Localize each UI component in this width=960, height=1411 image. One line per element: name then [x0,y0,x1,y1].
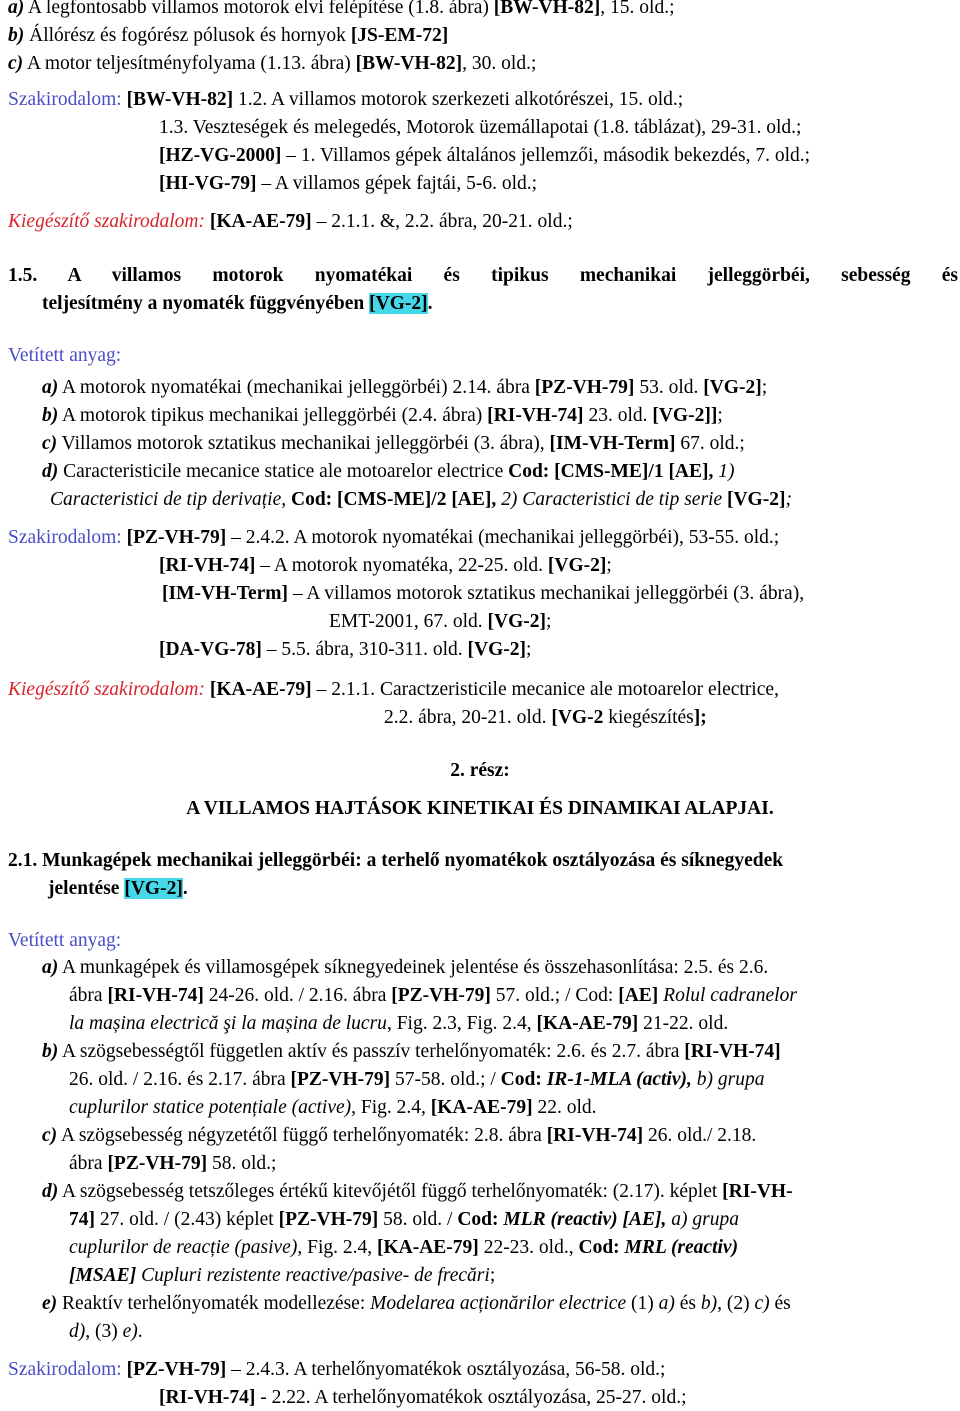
part-title [0,758,960,784]
reference: [PZ-VH-79] [534,377,635,398]
item-text: ; [606,555,612,576]
item-text: A motor teljesítményfolyama (1.13. ábra) [23,53,356,74]
item-text: – 1. Villamos gépek általános jellemzői, második bekezdés, 7. old.; [281,145,811,166]
code-value: IR-1-MLA (activ), [541,1069,692,1090]
heading-text: . [182,878,188,899]
heading-text: jelentése [48,878,125,899]
item-text: 23. old. [583,405,653,426]
item-text: ; [489,1265,496,1286]
reference: [RI-VH-74] [107,985,204,1006]
item-text: , 15. old.; [600,0,675,18]
literature-line [159,1385,686,1411]
list-item-b-cont [69,1095,597,1121]
item-text: Caracteristicile mecanice statice ale motoarelor electrice [58,461,509,482]
item-text: b) grupa [691,1069,765,1090]
reference: [DA-VG-78] [159,639,262,660]
item-text: – 2.4.3. A terhelőnyomatékok osztályozása, 56-58. old.; [226,1359,666,1380]
item-text: EMT-2001, 67. old. [329,611,488,632]
item-text: Állórész és fogórész pólusok és hornyok [24,25,351,46]
reference: [VG-2] [467,639,526,660]
item-text: – 5.5. ábra, 310-311. old. [261,639,468,660]
reference: [IM-VH-Term] [162,583,288,604]
item-text: és [769,1293,791,1314]
reference: [BW-VH-82] [126,89,234,110]
reference: [PZ-VH-79] [278,1209,379,1230]
literature-line [159,171,537,197]
item-text: A munkagépek és villamosgépek síknegyedeinek jelentése és összehasonlítása: 2.5. és 2.6. [58,957,769,978]
literature-line [8,525,779,551]
item-text: 1.3. Veszteségek és melegedés, Motorok üzemállapotai (1.8. táblázat), 29-31. old.; [159,117,802,138]
list-marker: b) [42,405,59,426]
list-item-b [42,403,723,429]
reference: [JS-EM-72] [350,25,449,46]
item-text: 27. old. / (2.43) képlet [95,1209,279,1230]
item-text: 58. old.; [207,1153,277,1174]
reference: [VG-2 [551,707,604,728]
literature-line [159,143,810,169]
item-text: ábra [69,985,108,1006]
literature-label: Szakirodalom: [8,1359,127,1380]
item-text: – A motorok nyomatéka, 22-25. old. [255,555,548,576]
item-text: A szögsebesség tetszőleges értékű kitevőjétől függő terhelőnyomaték: (2.17). képlet [58,1181,723,1202]
item-text: A motorok tipikus mechanikai jelleggörbéi (2.4. ábra) [58,405,488,426]
literature-line [159,637,531,663]
item-text: - 2.22. A terhelőnyomatékok osztályozása, 25-27. old.; [255,1387,687,1408]
list-item-e-cont [69,1319,143,1345]
reference: [IM-VH-Term] [549,433,676,454]
supplementary-literature-line [8,677,779,703]
highlighted-reference: [VG-2] [369,293,428,314]
list-marker: a) [42,377,59,398]
item-text: , Fig. 2.3, Fig. 2.4, [386,1013,537,1034]
item-text: , (3) [85,1321,123,1342]
literature-line [329,609,551,635]
reference: [BW-VH-82] [493,0,601,18]
item-text: , Fig. 2.4, [351,1097,431,1118]
reference: [RI-VH-74] [159,555,256,576]
item-text: 1.2. A villamos motorok szerkezeti alkotórészei, 15. old.; [233,89,684,110]
item-text: 24-26. old. / 2.16. ábra [203,985,392,1006]
item-text: 1) [713,461,735,482]
code-value: MRL (reactiv) [619,1237,739,1258]
heading-text: . [427,293,433,314]
reference: [RI-VH-74] [487,405,584,426]
reference: [PZ-VH-79] [107,1153,208,1174]
reference: [VG-2] [547,555,607,576]
reference: [RI-VH-74] [684,1041,781,1062]
reference: [KA-AE-79] [209,679,312,700]
item-text: Caracteristici de tip derivație, [50,489,287,510]
item-text: 26. old./ 2.18. [643,1125,757,1146]
item-text: e) [122,1321,138,1342]
reference: ]; [693,707,707,728]
list-item-c [8,51,536,77]
code-label: Cod: [457,1209,499,1230]
item-text: – 2.1.1. &, 2.2. ábra, 20-21. old.; [311,211,573,232]
section-heading-1-5 [8,263,958,289]
literature-line [159,115,801,141]
section-heading-2-1 [8,848,783,874]
projected-material-label [8,928,121,954]
list-marker: c) [42,433,58,454]
reference: [PZ-VH-79] [126,1359,227,1380]
list-item-e [42,1291,791,1317]
supplementary-label: Kiegészítő szakirodalom: [8,679,210,700]
literature-label: Szakirodalom: [8,527,127,548]
chapter-title-text: A VILLAMOS HAJTÁSOK KINETIKAI ÉS DINAMIKAI ALAPJAI. [186,798,774,819]
list-marker: a) [42,957,59,978]
item-text: c) [754,1293,770,1314]
item-text: A szögsebesség négyzetétől függő terhelőnyomaték: 2.8. ábra [57,1125,547,1146]
item-text: Rolul cadranelor [658,985,797,1006]
supplementary-label: Kiegészítő szakirodalom: [8,211,210,232]
highlighted-reference: [VG-2] [124,878,183,899]
item-text: , 30. old.; [462,53,537,74]
item-text: la mașina electrică şi la mașina de lucru [69,1013,387,1034]
item-text: d) [69,1321,86,1342]
reference: [VG-2] [726,489,786,510]
list-item-c-cont [69,1151,276,1177]
list-item-d-cont [69,1263,495,1289]
item-text: ábra [69,1153,108,1174]
code-value: [MSAE] [69,1265,137,1286]
part-title-text: 2. rész: [450,760,510,781]
item-text: 22-23. old., [478,1237,579,1258]
item-text: , (2) [717,1293,755,1314]
item-text: kiegészítés [603,707,694,728]
list-item-a-cont [69,983,797,1009]
item-text: 53. old. [634,377,704,398]
reference: [RI-VH- [722,1181,793,1202]
item-text: 26. old. / 2.16. és 2.17. ábra [69,1069,291,1090]
reference: [KA-AE-79] [376,1237,479,1258]
reference: [VG-2] [487,611,547,632]
reference: [BW-VH-82] [355,53,463,74]
list-item-d [42,459,735,485]
item-text: . [137,1321,143,1342]
item-text: ; [546,611,552,632]
item-text: és [674,1293,701,1314]
list-item-c [42,431,745,457]
code-reference: Cod: [CMS-ME]/2 [AE], [286,489,497,510]
list-item-d [42,1179,793,1205]
list-marker: c) [8,53,24,74]
item-text: – A villamos gépek fajtái, 5-6. old.; [256,173,538,194]
item-text: b) [700,1293,718,1314]
item-text: Reaktív terhelőnyomaték modellezése: [57,1293,371,1314]
literature-line [8,1357,665,1383]
item-text: cuplurilor statice potențiale (active) [69,1097,352,1118]
literature-label: Szakirodalom: [8,89,127,110]
item-text: (1) [626,1293,659,1314]
item-text: 2) Caracteristici de tip serie [496,489,727,510]
list-item-d-cont [50,487,792,513]
supplementary-literature-line [384,705,707,731]
reference: [PZ-VH-79] [290,1069,391,1090]
literature-line [162,581,804,607]
item-text: a) grupa [666,1209,739,1230]
heading-text: teljesítmény a nyomaték függvényében [42,293,370,314]
code-label: Cod: [578,1237,620,1258]
item-text: 57-58. old.; / [390,1069,501,1090]
projected-material-label [8,343,121,369]
reference: [KA-AE-79] [209,211,312,232]
list-marker: d) [42,1181,59,1202]
item-text: Villamos motorok sztatikus mechanikai jelleggörbéi (3. ábra), [57,433,550,454]
literature-line [8,87,683,113]
section-heading-2-1-cont [48,876,188,902]
item-text: A motorok nyomatékai (mechanikai jelleggörbéi) 2.14. ábra [58,377,535,398]
list-marker: b) [42,1041,59,1062]
reference: [PZ-VH-79] [391,985,491,1006]
list-marker: e) [42,1293,58,1314]
reference: [HZ-VG-2000] [159,145,282,166]
item-text: 21-22. old. [638,1013,729,1034]
literature-line [159,553,612,579]
list-item-a [42,375,767,401]
code-reference: Cod: [CMS-ME]/1 [AE], [508,461,714,482]
item-text: Cupluri rezistente reactive/pasive- de frecări [136,1265,490,1286]
item-text: , Fig. 2.4, [297,1237,377,1258]
item-text: 67. old.; [675,433,745,454]
item-text: cuplurilor de reacție (pasive) [69,1237,298,1258]
section-heading-1-5-cont [42,291,433,317]
item-text: ; [761,377,768,398]
list-marker: d) [42,461,59,482]
chapter-title [0,796,960,822]
list-item-b [42,1039,781,1065]
code-label: Cod: [500,1069,542,1090]
item-text: 2.2. ábra, 20-21. old. [384,707,552,728]
reference: 74] [69,1209,95,1230]
reference: [KA-AE-79] [536,1013,639,1034]
reference: [PZ-VH-79] [126,527,227,548]
item-text: – A villamos motorok sztatikus mechanikai jelleggörbéi (3. ábra), [288,583,805,604]
item-text: A szögsebességtől független aktív és passzív terhelőnyomaték: 2.6. és 2.7. ábra [58,1041,685,1062]
label-text: Vetített anyag: [8,930,122,951]
list-item-c [42,1123,756,1149]
supplementary-literature-line [8,209,573,235]
list-marker: b) [8,25,25,46]
list-marker: a) [8,0,25,18]
heading-text: 1.5. A villamos motorok nyomatékai és tipikus mechanikai jelleggörbéi, sebesség és [8,265,958,286]
item-text: A legfontosabb villamos motorok elvi felépítése (1.8. ábra) [24,0,494,18]
list-item-a-cont [69,1011,728,1037]
item-text: 58. old. / [378,1209,458,1230]
list-item-d-cont [69,1235,738,1261]
list-item-a [42,955,768,981]
reference: [RI-VH-74] [546,1125,644,1146]
reference: [AE] [618,985,659,1006]
item-text: – 2.4.2. A motorok nyomatékai (mechanikai jelleggörbéi), 53-55. old.; [226,527,780,548]
list-marker: c) [42,1125,58,1146]
item-text: 57. old.; / Cod: [490,985,619,1006]
item-text: – 2.1.1. Caractzeristicile mecanice ale motoarelor electrice, [311,679,779,700]
item-text: ; [717,405,723,426]
item-text: ; [526,639,532,660]
list-item-a [8,0,675,21]
label-text: Vetített anyag: [8,345,122,366]
list-item-b-cont [69,1067,764,1093]
code-value: MLR (reactiv) [AE], [498,1209,667,1230]
reference: [KA-AE-79] [430,1097,533,1118]
list-item-d-cont [69,1207,739,1233]
item-text: Modelarea acționărilor electrice [370,1293,627,1314]
list-item-b [8,23,448,49]
heading-text: 2.1. Munkagépek mechanikai jelleggörbéi: a terhelő nyomatékok osztályozása és síknegyedek [8,850,784,871]
reference: [RI-VH-74] [159,1387,256,1408]
reference: [VG-2]] [652,405,718,426]
item-text: a) [658,1293,675,1314]
reference: [VG-2] [703,377,762,398]
item-text: ; [785,489,792,510]
item-text: 22. old. [532,1097,597,1118]
reference: [HI-VG-79] [159,173,257,194]
